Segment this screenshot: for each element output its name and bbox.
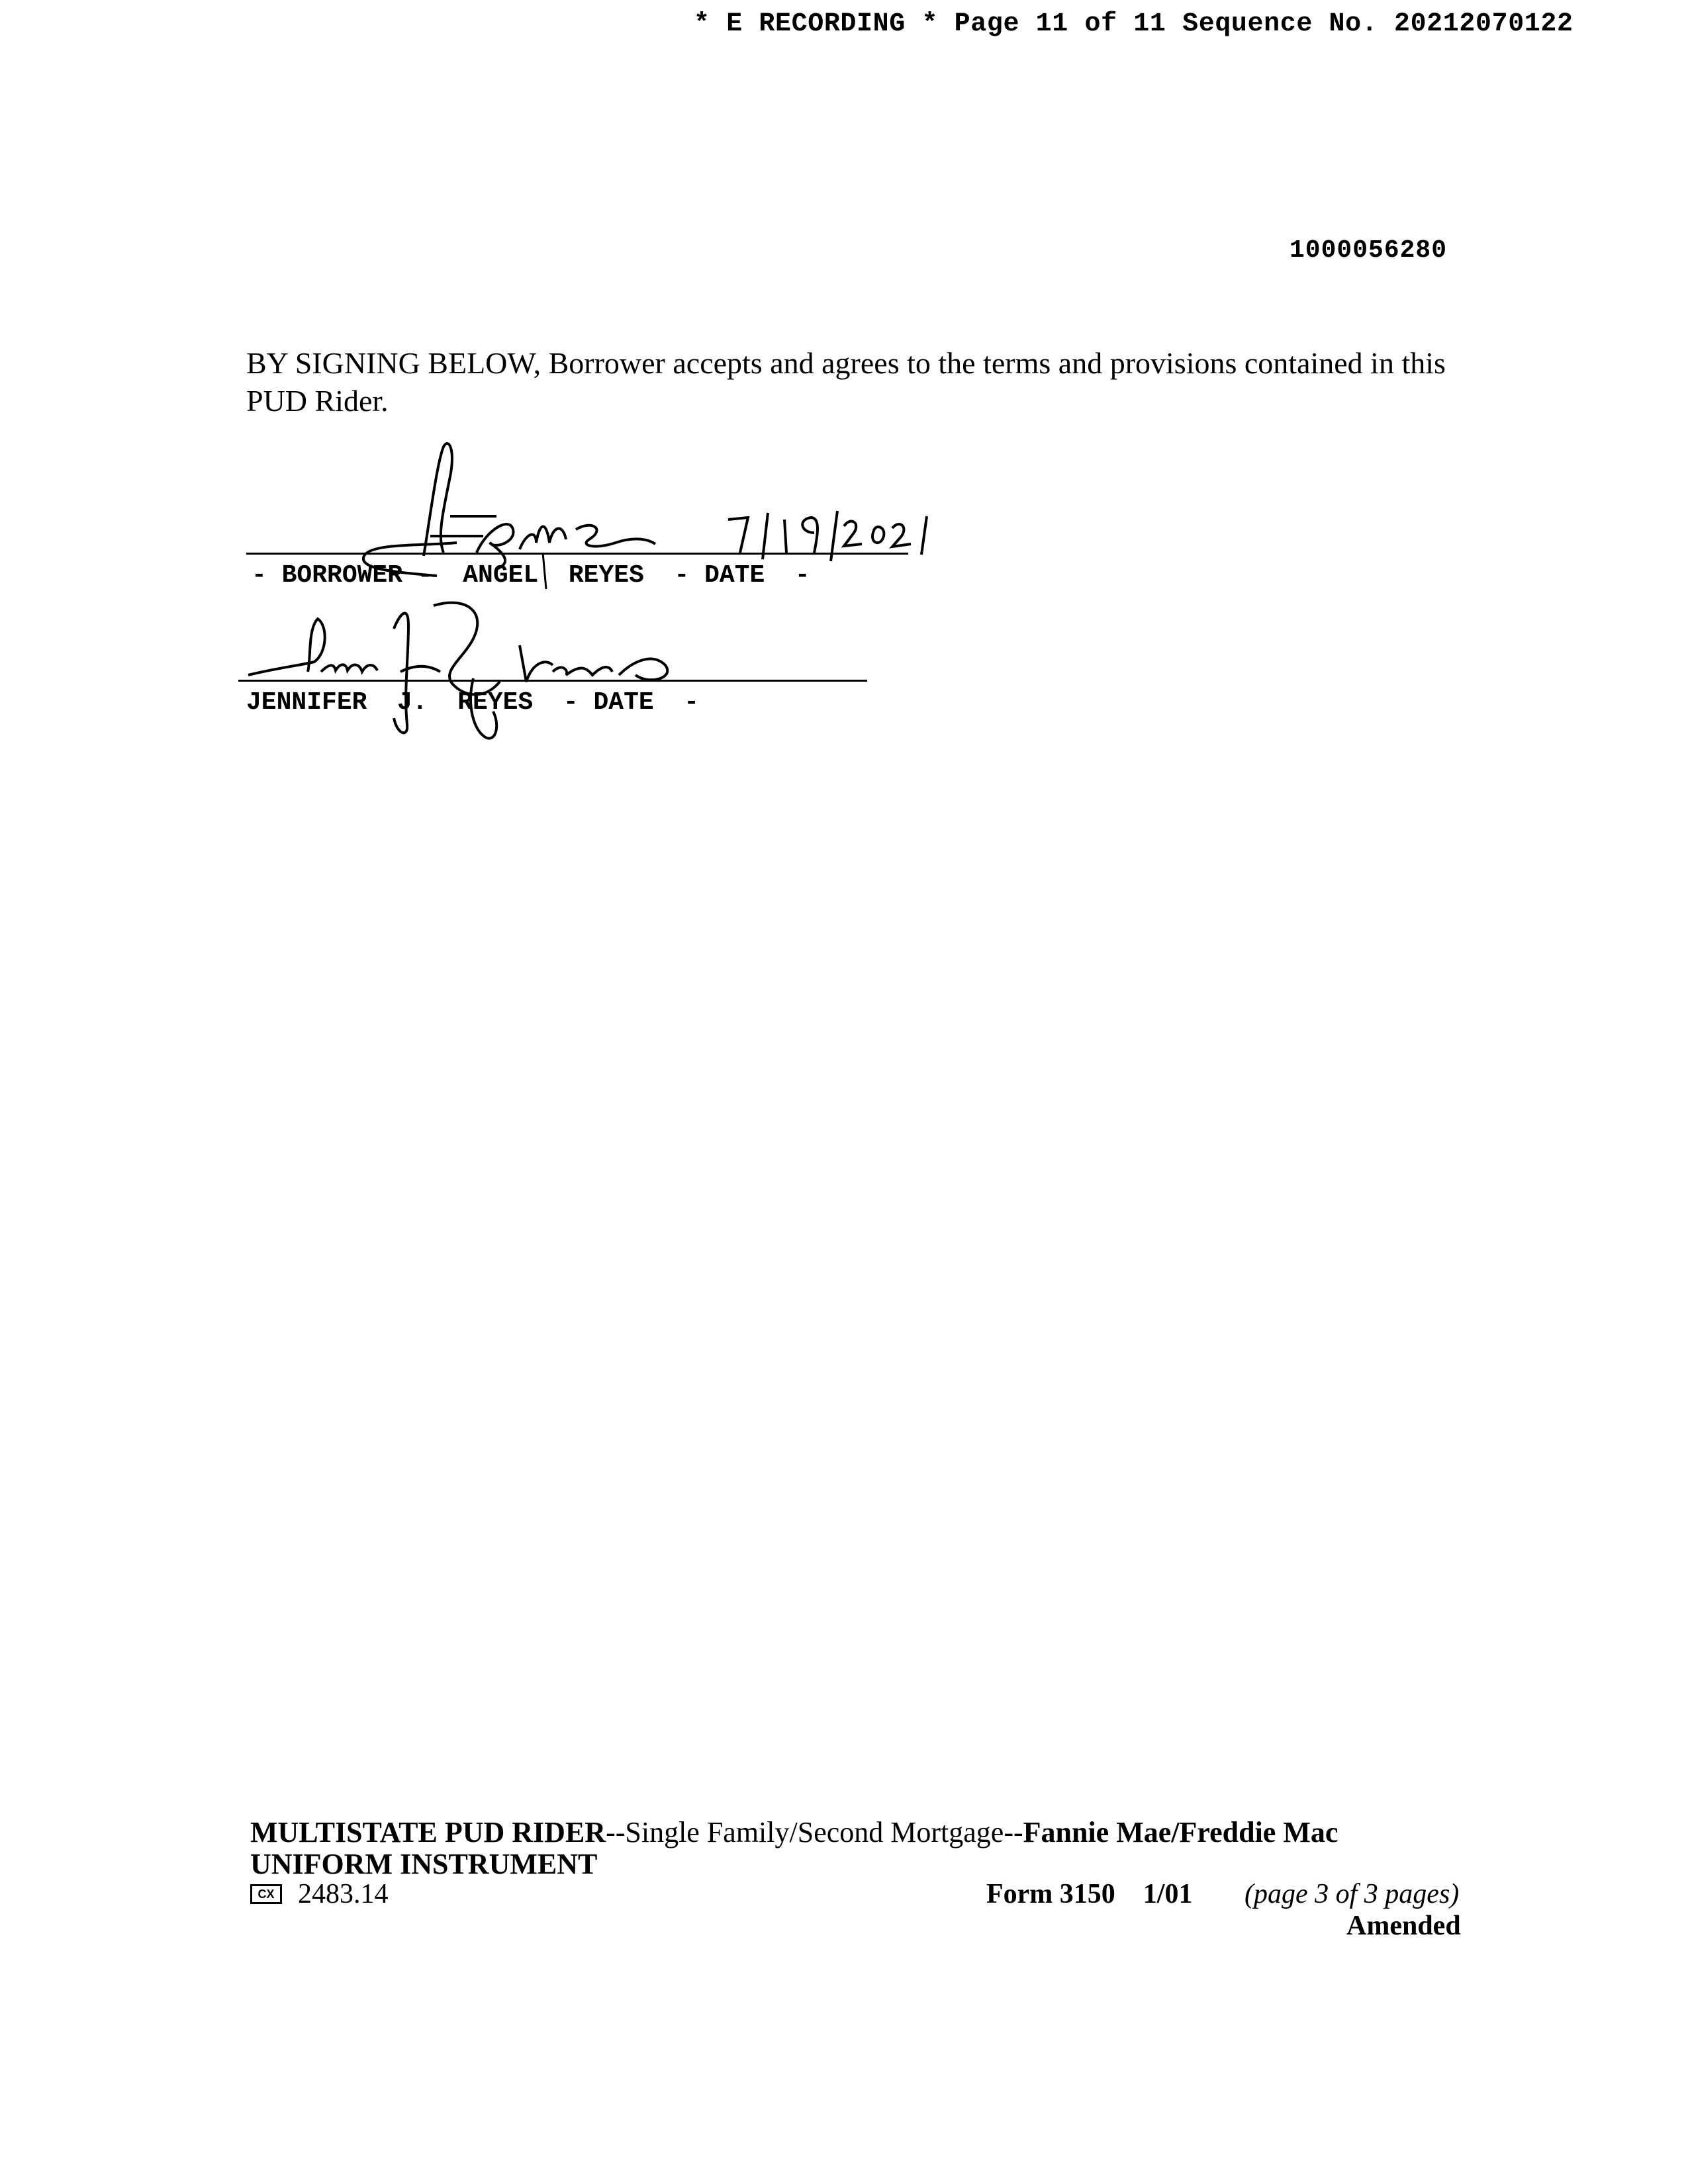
form-title <box>250 1817 1455 1880</box>
amended-label: Amended <box>1346 1911 1461 1941</box>
signature-jennifer-reyes <box>235 599 738 745</box>
form-title-part-2: --Single Family/Second Mortgage-- <box>606 1816 1023 1848</box>
signature-line <box>238 680 867 682</box>
handwritten-date <box>722 503 940 569</box>
recording-header: * E RECORDING * Page 11 of 11 Sequence No. 20212070122 <box>694 9 1573 39</box>
form-code: 2483.14 <box>298 1879 389 1909</box>
signature-caption-co-borrower: JENNIFER J. REYES - DATE - <box>246 688 700 717</box>
loan-number: 1000056280 <box>1289 236 1448 265</box>
page-count: (page 3 of 3 pages) <box>1244 1879 1460 1909</box>
signature-caption-borrower: - BORROWER - ANGEL REYES - DATE - <box>252 561 810 590</box>
agreement-text: BY SIGNING BELOW, Borrower accepts and agrees to the terms and provisions contained in this PUD Rider. <box>246 346 1446 418</box>
cx-logo-icon: CX <box>250 1884 282 1904</box>
form-code-row <box>250 1878 389 1910</box>
signature-line <box>246 553 908 555</box>
form-title-part-1: MULTISTATE PUD RIDER <box>250 1816 606 1848</box>
form-number: Form 3150 1/01 <box>986 1879 1193 1909</box>
form-title-part-3: Fannie Mae/Freddie Mac UNIFORM INSTRUMENT <box>250 1816 1338 1880</box>
